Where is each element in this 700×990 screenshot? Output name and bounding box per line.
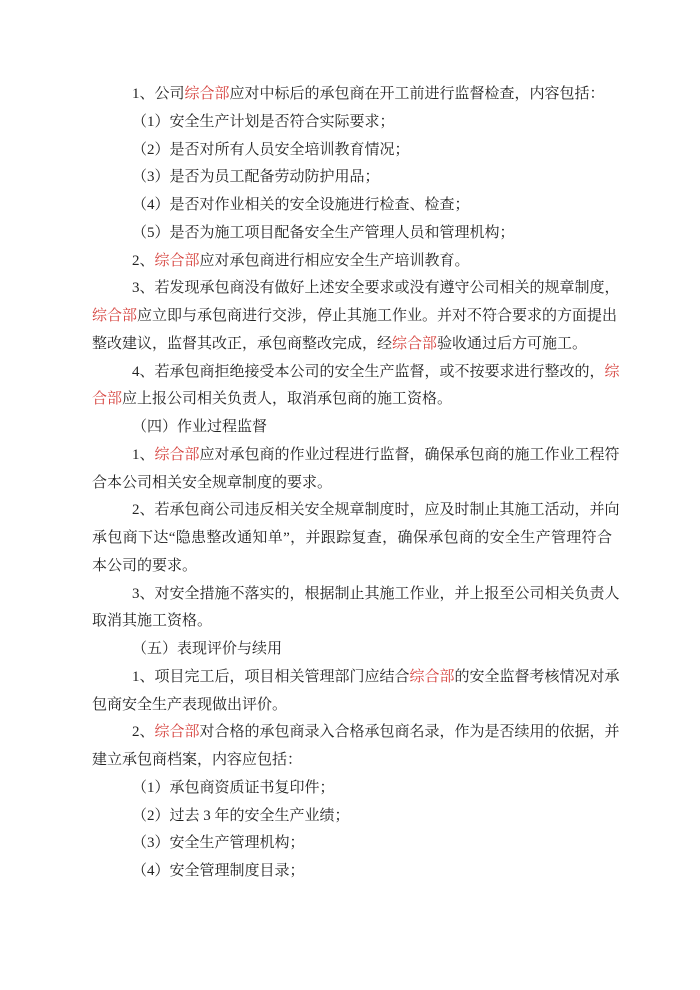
text-line [92, 719, 620, 747]
text-run: 验收通过后方可施工。 [437, 335, 588, 352]
text-run: 应立即与承包商进行交涉，停止其施工作业。并对不符合要求的方面提出 [137, 308, 618, 324]
text-run: 应对中标后的承包商在开工前进行监督检查，内容包括： [229, 86, 605, 102]
text-line [92, 803, 612, 831]
department-highlight-text: 综合部 [92, 308, 138, 324]
text-line [92, 858, 612, 886]
text-line [92, 275, 620, 303]
text-run: 2、 [132, 252, 155, 269]
text-run: 2、 [132, 724, 155, 741]
text-line [92, 497, 620, 525]
department-highlight-text: 综合部 [184, 86, 230, 102]
department-highlight-text: 综合部 [154, 252, 200, 269]
text-line [92, 248, 612, 276]
text-run: （5）是否为施工项目配备安全生产管理人员和管理机构； [132, 224, 515, 241]
text-run: 1、公司 [132, 86, 185, 102]
text-run: 2、若承包商公司违反相关安全规章制度时，应及时制止其施工活动，并向 [132, 502, 620, 519]
text-run: 3、对安全措施不落实的，根据制止其施工作业，并上报至公司相关负责人 [132, 585, 620, 602]
text-line [92, 525, 612, 553]
department-highlight-text: 合部 [92, 391, 123, 408]
text-line [92, 220, 612, 248]
text-run: （4）是否对作业相关的安全设施进行检查、检查； [132, 197, 470, 213]
text-run: 的安全监督考核情况对承 [454, 668, 620, 685]
text-line [92, 553, 612, 581]
text-line [92, 164, 612, 192]
text-run: （4）安全管理制度目录； [132, 863, 305, 879]
text-line [92, 81, 612, 109]
text-run: （3）是否为员工配备劳动防护用品； [132, 169, 380, 186]
text-line [92, 664, 620, 692]
text-line [92, 747, 612, 775]
department-highlight-text: 综合部 [392, 335, 438, 352]
text-line [92, 636, 612, 664]
text-line [92, 414, 612, 442]
text-run: 包商安全生产表现做出评价。 [92, 696, 288, 713]
text-line [92, 137, 612, 165]
text-run: 应上报公司相关负责人，取消承包商的施工资格。 [122, 391, 453, 408]
text-line [92, 608, 612, 636]
text-run: 整改建议，监督其改正，承包商整改完成，经 [92, 335, 393, 352]
department-highlight-text: 综合部 [154, 724, 200, 741]
text-line [92, 442, 620, 470]
text-run: （1）承包商资质证书复印件； [132, 779, 335, 796]
text-run: 1、 [132, 446, 155, 463]
text-run: 4、若承包商拒绝接受本公司的安全生产监督，或不按要求进行整改的， [132, 363, 605, 380]
text-run: 建立承包商档案，内容应包括： [92, 752, 303, 768]
text-run: 本公司的要求。 [92, 557, 198, 574]
text-line [92, 775, 612, 803]
text-line [92, 386, 612, 414]
department-highlight-text: 综 [604, 363, 620, 380]
text-line [92, 470, 612, 498]
department-highlight-text: 综合部 [154, 446, 200, 463]
text-run: 对合格的承包商录入合格承包商名录，作为是否续用的依据，并 [199, 724, 620, 741]
text-line [92, 359, 620, 387]
text-line [92, 303, 618, 331]
text-line [92, 331, 612, 359]
text-run: （2）是否对所有人员安全培训教育情况； [132, 141, 410, 158]
text-run: （2）过去 3 年的安全生产业绩； [132, 807, 350, 824]
text-run: 取消其施工资格。 [92, 613, 213, 630]
text-line [92, 692, 612, 720]
text-run: （1）安全生产计划是否符合实际要求； [132, 113, 395, 130]
department-highlight-text: 综合部 [409, 668, 455, 685]
text-line [92, 109, 612, 137]
text-run: （四）作业过程监督 [132, 419, 268, 435]
text-line [92, 192, 612, 220]
text-run: 承包商下达“隐患整改通知单”，并跟踪复查，确保承包商的安全生产管理符合 [92, 530, 612, 546]
text-run: （3）安全生产管理机构； [132, 835, 305, 852]
text-line [92, 581, 620, 609]
text-run: 应对承包商进行相应安全生产培训教育。 [199, 252, 470, 269]
text-run: 3、若发现承包商没有做好上述安全要求或没有遵守公司相关的规章制度， [132, 280, 620, 297]
text-run: 合本公司相关安全规章制度的要求。 [92, 474, 333, 491]
text-run: （五）表现评价与续用 [132, 641, 283, 657]
text-run: 1、项目完工后，项目相关管理部门应结合 [132, 668, 410, 685]
text-run: 应对承包商的作业过程进行监督，确保承包商的施工作业工程符 [199, 446, 620, 463]
document-content [92, 81, 620, 886]
text-line [92, 830, 612, 858]
